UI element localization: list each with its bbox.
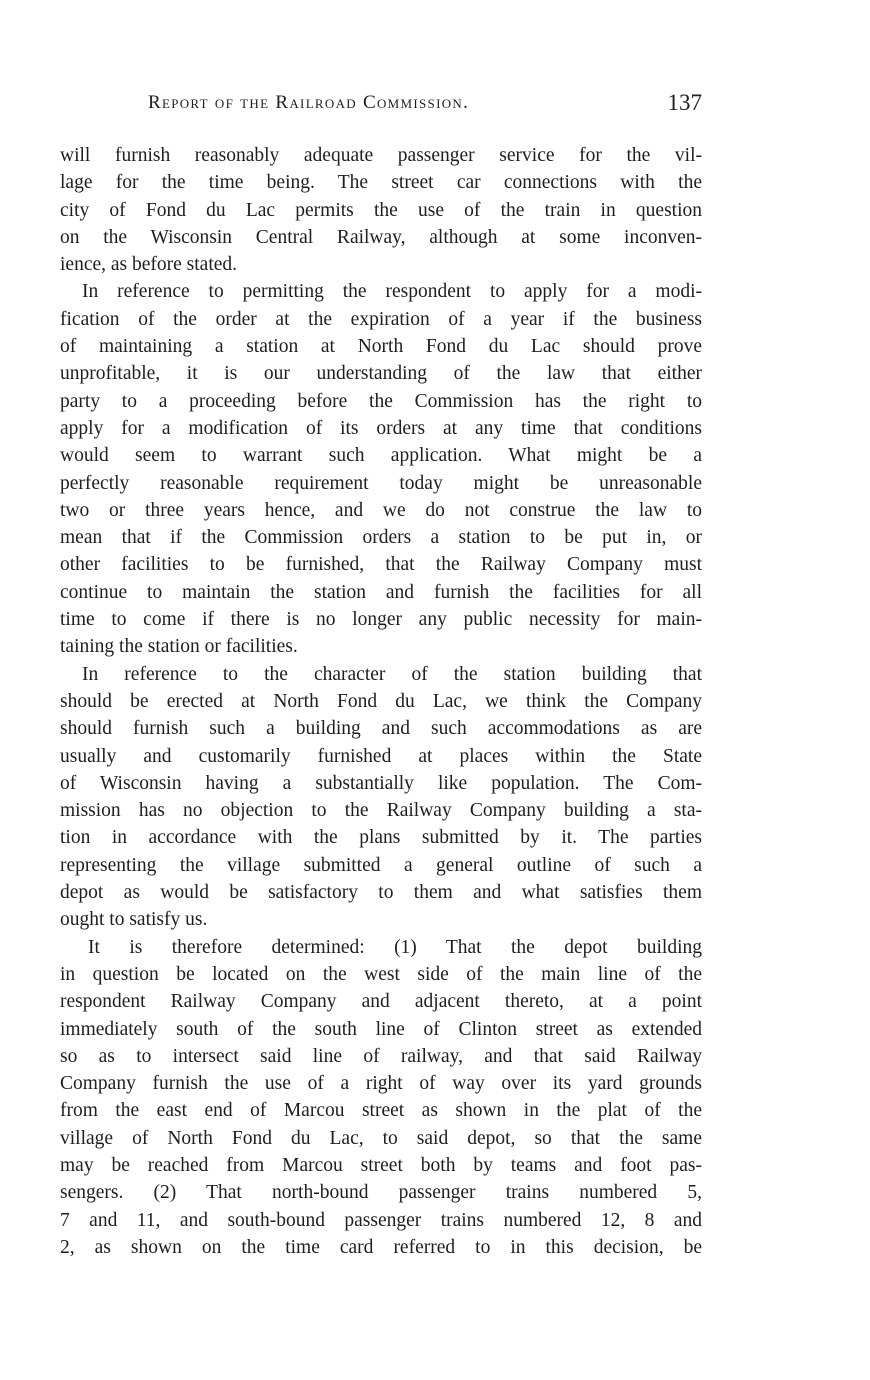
text-line: fication of the order at the expiration of a year if the business [60,308,702,330]
text-line: from the east end of Marcou street as shown in the plat of the [60,1100,702,1122]
page-header [60,92,702,122]
text-line: lage for the time being. The street car connections with the [60,172,702,194]
text-line: two or three years hence, and we do not construe the law to [60,499,702,521]
page-number: 137 [667,90,702,115]
text-line: 2, as shown on the time card referred to in this decision, be [60,1236,702,1258]
running-head: Report of the Railroad Commission. [148,92,470,113]
text-line: city of Fond du Lac permits the use of the train in question [60,199,702,221]
text-line: in question be located on the west side of the main line of the [60,963,702,985]
text-line: will furnish reasonably adequate passenger service for the vil- [60,145,702,166]
text-line: ought to satisfy us. [60,909,208,931]
text-line: In reference to permitting the respondent to apply for a modi- [82,281,702,303]
paragraph [60,142,702,278]
text-line: 7 and 11, and south-bound passenger trains numbered 12, 8 and [60,1209,702,1231]
text-line: should furnish such a building and such accommodations as are [60,718,702,740]
text-line: In reference to the character of the station building that [82,663,702,685]
text-line: of maintaining a station at North Fond du Lac should prove [60,336,702,358]
body-text [60,142,702,1261]
text-line: immediately south of the south line of Clinton street as extended [60,1018,702,1040]
paragraph [60,661,702,934]
text-line: on the Wisconsin Central Railway, although at some inconven- [60,226,702,248]
text-line: apply for a modification of its orders at any time that conditions [60,417,702,439]
text-line: would seem to warrant such application. What might be a [60,445,702,467]
text-line: taining the station or facilities. [60,636,298,658]
text-line: time to come if there is no longer any public necessity for main- [60,609,702,631]
text-line: continue to maintain the station and furnish the facilities for all [60,581,702,603]
text-line: ience, as before stated. [60,254,238,276]
text-line: of Wisconsin having a substantially like population. The Com- [60,772,702,794]
text-line: Company furnish the use of a right of way over its yard grounds [60,1073,702,1095]
paragraph [60,934,702,1262]
text-line: depot as would be satisfactory to them and what satisfies them [60,882,702,904]
text-line: unprofitable, it is our understanding of the law that either [60,363,702,385]
text-line: It is therefore determined: (1) That the depot building [88,936,702,958]
text-line: usually and customarily furnished at places within the State [60,745,702,767]
text-line: mission has no objection to the Railway Company building a sta- [60,800,702,822]
text-line: village of North Fond du Lac, to said depot, so that the same [60,1127,702,1149]
text-line: respondent Railway Company and adjacent thereto, at a point [60,991,702,1013]
text-line: other facilities to be furnished, that the Railway Company must [60,554,702,576]
text-line: so as to intersect said line of railway, and that said Railway [60,1045,702,1067]
text-line: tion in accordance with the plans submitted by it. The parties [60,827,702,849]
text-line: may be reached from Marcou street both by teams and foot pas- [60,1154,702,1176]
text-line: should be erected at North Fond du Lac, we think the Company [60,690,702,712]
text-line: mean that if the Commission orders a station to be put in, or [60,527,702,549]
paragraph [60,278,702,660]
text-line: party to a proceeding before the Commission has the right to [60,390,702,412]
text-line: representing the village submitted a general outline of such a [60,854,702,876]
text-line: perfectly reasonable requirement today might be unreasonable [60,472,702,494]
text-line: sengers. (2) That north-bound passenger trains numbered 5, [60,1182,702,1204]
